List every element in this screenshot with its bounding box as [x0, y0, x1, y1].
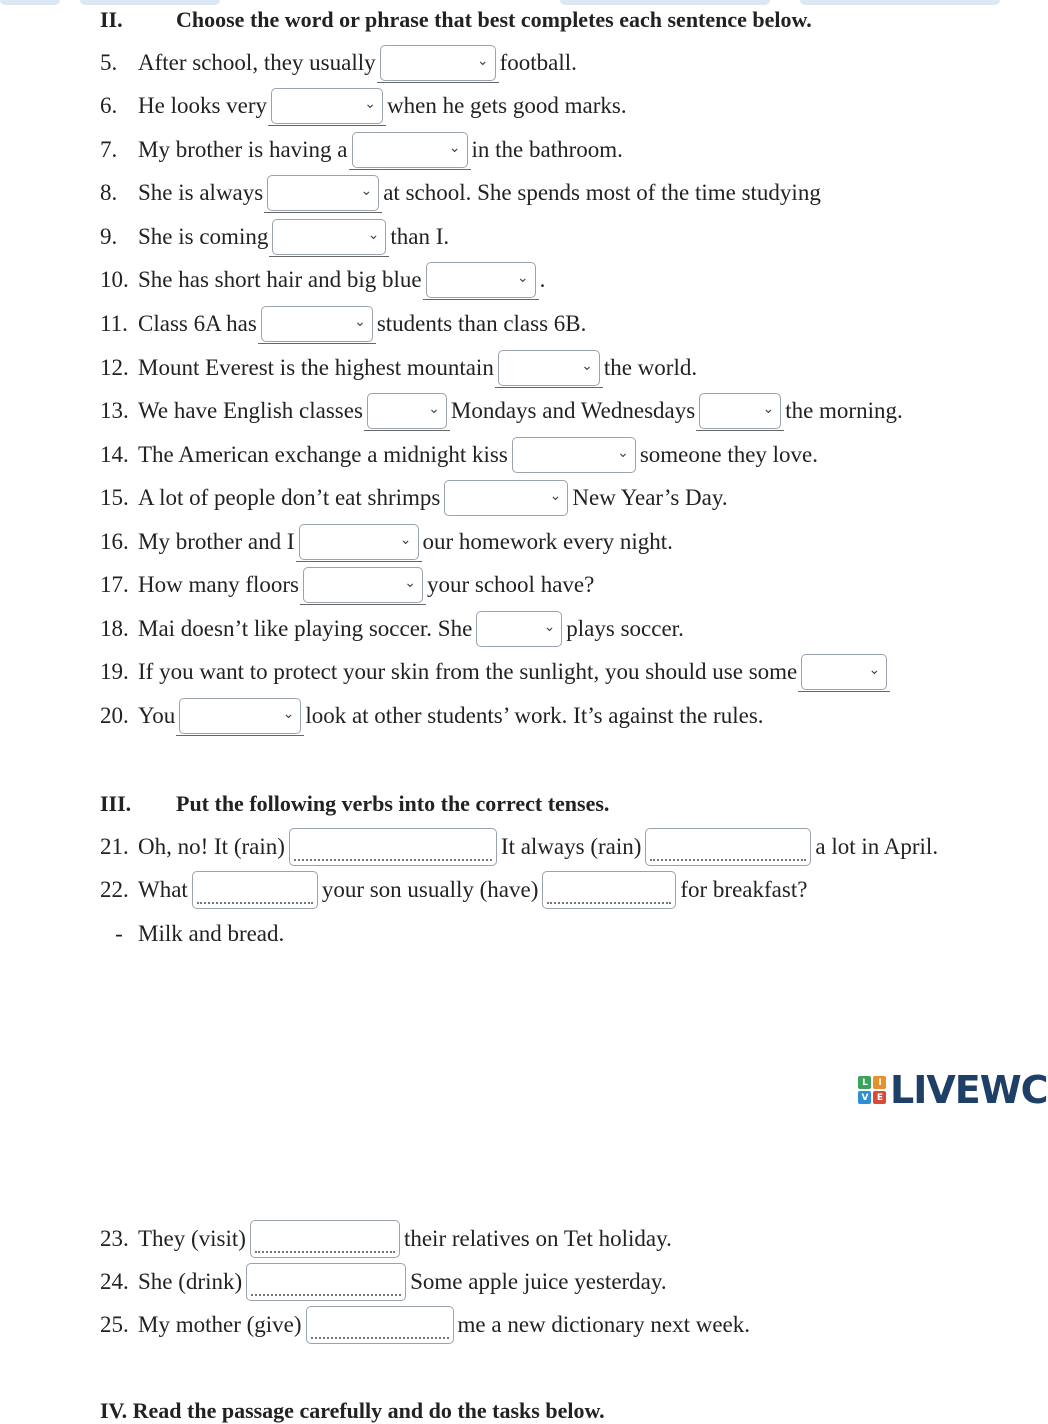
chevron-down-icon: ⌄	[428, 401, 440, 417]
question-text-after: their relatives on Tet holiday.	[403, 1226, 672, 1251]
question-number: 8.	[100, 180, 118, 205]
answer-textbox-23[interactable]	[250, 1220, 400, 1258]
answer-dropdown-19[interactable]	[801, 654, 887, 690]
question-number: 10.	[100, 267, 129, 292]
chevron-down-icon: ⌄	[868, 662, 881, 678]
question-text: The American exchange a midnight kiss	[138, 442, 508, 467]
chevron-down-icon: ⌄	[282, 706, 295, 722]
question-text: He looks very	[138, 93, 268, 118]
question-text-after: Some apple juice yesterday.	[410, 1269, 667, 1294]
question-7	[100, 130, 623, 170]
answer-dropdown-12[interactable]	[498, 350, 600, 386]
answer-textbox-22b[interactable]	[542, 871, 676, 909]
logo-mark-letter: I	[873, 1076, 886, 1089]
logo-text: LIVEWC	[890, 1068, 1048, 1112]
section-2-heading	[100, 0, 812, 40]
question-text: Mount Everest is the highest mountain	[138, 355, 494, 380]
section-3-number: III.	[100, 791, 132, 816]
question-text: She has short hair and big blue	[138, 267, 422, 292]
answer-dropdown-14[interactable]	[512, 437, 636, 473]
question-text-after: .	[539, 267, 546, 292]
livewc-logo	[858, 1068, 1048, 1112]
question-number: 17.	[100, 572, 129, 597]
chevron-down-icon: ⌄	[516, 270, 529, 286]
answer-dropdown-13a[interactable]	[367, 393, 447, 429]
question-number: 25.	[100, 1312, 129, 1337]
question-text: You	[138, 703, 176, 728]
question-text: Oh, no! It (rain)	[138, 834, 285, 859]
question-text-after: New Year’s Day.	[572, 485, 728, 510]
question-number: 20.	[100, 703, 129, 728]
chevron-down-icon: ⌄	[543, 619, 556, 635]
question-15	[100, 478, 728, 518]
section-3-title: Put the following verbs into the correct tenses.	[176, 791, 610, 816]
chevron-down-icon: ⌄	[762, 401, 775, 417]
answer-textbox-22a[interactable]	[192, 871, 318, 909]
logo-mark-letter: L	[858, 1076, 871, 1089]
question-24	[100, 1262, 667, 1302]
question-11	[100, 304, 586, 344]
answer-dropdown-6[interactable]	[271, 88, 383, 124]
section-3-heading	[100, 784, 609, 824]
question-text-after: your school have?	[426, 572, 595, 597]
question-number: 16.	[100, 529, 129, 554]
question-text: If you want to protect your skin from the sunlight, you should use some	[138, 659, 798, 684]
answer-dropdown-7[interactable]	[352, 132, 468, 168]
question-text-after: in the bathroom.	[471, 137, 623, 162]
question-number: 22.	[100, 877, 129, 902]
question-13	[100, 391, 903, 431]
question-text: They (visit)	[138, 1226, 246, 1251]
logo-mark	[858, 1076, 886, 1104]
question-text-after: plays soccer.	[566, 616, 684, 641]
chevron-down-icon: ⌄	[360, 183, 373, 199]
chevron-down-icon: ⌄	[448, 140, 461, 156]
question-text-after: for breakfast?	[680, 877, 808, 902]
question-number: 9.	[100, 224, 118, 249]
section-2-title: Choose the word or phrase that best completes each sentence below.	[176, 7, 812, 32]
chevron-down-icon: ⌄	[549, 488, 562, 504]
question-text-after: look at other students’ work. It’s against the rules.	[305, 703, 764, 728]
question-text-middle: your son usually (have)	[321, 877, 539, 902]
question-number: 11.	[100, 311, 128, 336]
answer-dropdown-15[interactable]	[444, 480, 568, 516]
question-6	[100, 86, 627, 126]
question-text-after: at school. She spends most of the time studying	[383, 180, 821, 205]
chevron-down-icon: ⌄	[354, 314, 366, 330]
question-8	[100, 173, 821, 213]
question-text-after: football.	[499, 50, 577, 75]
logo-mark-letter: E	[873, 1091, 886, 1104]
chevron-down-icon: ⌄	[476, 53, 489, 69]
question-text: She (drink)	[138, 1269, 243, 1294]
chevron-down-icon: ⌄	[404, 575, 416, 591]
question-number: 21.	[100, 834, 129, 859]
question-number: 5.	[100, 50, 118, 75]
question-18	[100, 609, 684, 649]
question-text: After school, they usually	[138, 50, 376, 75]
answer-dropdown-9[interactable]	[272, 219, 386, 255]
question-text-after: students than class 6B.	[376, 311, 587, 336]
answer-dropdown-13b[interactable]	[699, 393, 781, 429]
chevron-down-icon: ⌄	[399, 532, 412, 548]
question-number: 24.	[100, 1269, 129, 1294]
question-9	[100, 217, 449, 257]
question-text: My mother (give)	[138, 1312, 302, 1337]
question-text: What	[138, 877, 188, 902]
question-12	[100, 348, 697, 388]
answer-dropdown-17[interactable]	[303, 567, 423, 603]
question-text-after: than I.	[390, 224, 450, 249]
question-23	[100, 1219, 672, 1259]
chevron-down-icon: ⌄	[367, 227, 380, 243]
question-text-after: me a new dictionary next week.	[457, 1312, 751, 1337]
question-14	[100, 435, 818, 475]
question-text: How many floors	[138, 572, 299, 597]
chevron-down-icon: ⌄	[364, 96, 377, 112]
section-4-heading-cut: IV. Read the passage carefully and do the tasks below.	[100, 1398, 605, 1423]
question-22-answer	[100, 914, 284, 954]
question-text: A lot of people don’t eat shrimps	[138, 485, 441, 510]
question-number: 23.	[100, 1226, 129, 1251]
question-text-middle: It always (rain)	[500, 834, 642, 859]
question-number: 15.	[100, 485, 129, 510]
question-10	[100, 260, 545, 300]
question-text-after: our homework every night.	[422, 529, 673, 554]
answer-textbox-21b[interactable]	[645, 828, 811, 866]
question-number: 18.	[100, 616, 129, 641]
question-text: Mai doesn’t like playing soccer. She	[138, 616, 473, 641]
question-text: She is coming	[138, 224, 269, 249]
question-text-after: the world.	[603, 355, 698, 380]
question-number: 7.	[100, 137, 118, 162]
question-number: 14.	[100, 442, 129, 467]
question-19	[100, 652, 891, 692]
question-text: We have English classes	[138, 398, 363, 423]
question-text-after: the morning.	[785, 398, 903, 423]
chevron-down-icon: ⌄	[617, 445, 629, 461]
question-text: My brother and I	[138, 529, 295, 554]
question-number: 6.	[100, 93, 118, 118]
answer-dropdown-5[interactable]	[380, 45, 496, 81]
question-text: She is always	[138, 180, 264, 205]
question-number: 12.	[100, 355, 129, 380]
answer-dropdown-8[interactable]	[267, 175, 379, 211]
question-text-after: when he gets good marks.	[387, 93, 627, 118]
question-number: 19.	[100, 659, 129, 684]
question-20	[100, 696, 764, 736]
answer-textbox-24[interactable]	[246, 1263, 406, 1301]
question-5	[100, 43, 577, 83]
answer-textbox-25[interactable]	[306, 1306, 454, 1344]
question-21	[100, 827, 938, 867]
answer-dash: -	[115, 921, 123, 946]
question-text: Class 6A has	[138, 311, 257, 336]
answer-textbox-21a[interactable]	[289, 828, 497, 866]
section-2-number: II.	[100, 7, 123, 32]
question-text-after: a lot in April.	[815, 834, 939, 859]
question-25	[100, 1305, 750, 1345]
question-text-after: someone they love.	[639, 442, 819, 467]
answer-dropdown-20[interactable]	[179, 698, 301, 734]
chevron-down-icon: ⌄	[581, 358, 593, 374]
answer-dropdown-11[interactable]	[261, 306, 373, 342]
answer-dropdown-10[interactable]	[426, 262, 536, 298]
logo-mark-letter: V	[858, 1091, 871, 1104]
answer-text: Milk and bread.	[138, 921, 285, 946]
question-text-middle: Mondays and Wednesdays	[450, 398, 696, 423]
question-text: My brother is having a	[138, 137, 348, 162]
question-22	[100, 870, 807, 910]
question-17	[100, 565, 594, 605]
question-16	[100, 522, 673, 562]
answer-dropdown-18[interactable]	[476, 611, 562, 647]
answer-dropdown-16[interactable]	[299, 524, 419, 560]
question-number: 13.	[100, 398, 129, 423]
